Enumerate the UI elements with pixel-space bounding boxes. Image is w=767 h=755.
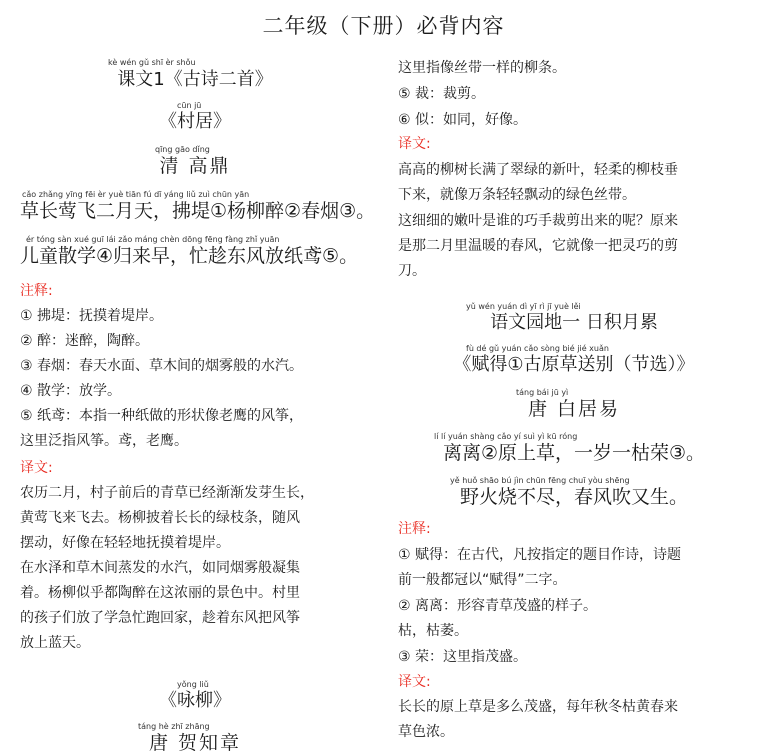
note-line: 这里泛指风筝。鸢，老鹰。 bbox=[20, 433, 188, 449]
translation-line: 长长的原上草是多么茂盛，每年秋冬枯黄春来 bbox=[398, 699, 678, 715]
translation-label: 译文: bbox=[20, 460, 53, 476]
translation-line: 在水泽和草木间蒸发的水汽，如同烟雾般凝集 bbox=[20, 560, 300, 576]
poem1-title-pinyin: cūn jū bbox=[177, 101, 202, 110]
note-line: ⑤ 裁：裁剪。 bbox=[398, 86, 486, 102]
poem-author: 唐 白居易 bbox=[527, 398, 621, 420]
lesson-pinyin: kè wén gǔ shī èr shǒu bbox=[108, 58, 196, 67]
translation-label: 译文: bbox=[398, 136, 431, 152]
poem1-author-pinyin: qīng gāo dǐng bbox=[155, 145, 210, 154]
note-line: ① 拂堤：抚摸着堤岸。 bbox=[20, 308, 164, 324]
translation-line: 高高的柳树长满了翠绿的新叶，轻柔的柳枝垂 bbox=[398, 162, 678, 178]
section-title: 语文园地一 日积月累 bbox=[490, 312, 658, 333]
note-line: ② 离离：形容青草茂盛的样子。 bbox=[398, 598, 598, 614]
poem1-line2: 儿童散学④归来早，忙趁东风放纸鸢⑤。 bbox=[20, 245, 359, 267]
poem-title-pinyin: fù dé gǔ yuán cǎo sòng bié jié xuǎn bbox=[466, 344, 609, 353]
note-line: ① 赋得：在古代，凡按指定的题目作诗，诗题 bbox=[398, 547, 681, 563]
note-line: ⑤ 纸鸢：本指一种纸做的形状像老鹰的风筝， bbox=[20, 408, 303, 424]
poem1-line1-pinyin: cǎo zhǎng yīng fēi èr yuè tiān fú dī yáng liǔ zuì chūn yān bbox=[22, 190, 250, 199]
lesson-title: 课文1《古诗二首》 bbox=[117, 69, 273, 90]
poem1-line1: 草长莺飞二月天，拂堤①杨柳醉②春烟③。 bbox=[20, 200, 376, 222]
notes-label: 注释: bbox=[20, 283, 53, 299]
note-line: ③ 春烟：春天水面、草木间的烟雾般的水汽。 bbox=[20, 358, 303, 374]
poem-line2-pinyin: yě huǒ shāo bú jìn chūn fēng chuī yòu shēng bbox=[450, 476, 630, 485]
poem1-title: 《村居》 bbox=[159, 111, 231, 132]
poem-line1: 离离②原上草，一岁一枯荣③。 bbox=[442, 442, 706, 464]
continued-line: 这里指像丝带一样的柳条。 bbox=[398, 60, 566, 76]
note-line: ④ 散学：放学。 bbox=[20, 383, 122, 399]
translation-line: 放上蓝天。 bbox=[20, 635, 90, 651]
poem2-author-pinyin: táng hè zhī zhāng bbox=[138, 722, 210, 731]
translation-line: 是那二月里温暖的春风，它就像一把灵巧的剪 bbox=[398, 238, 678, 254]
note-line: ② 醉：迷醉，陶醉。 bbox=[20, 333, 150, 349]
poem1-line2-pinyin: ér tóng sàn xué guī lái zǎo máng chèn dōng fēng fàng zhǐ yuān bbox=[26, 235, 280, 244]
translation-line: 刀。 bbox=[398, 263, 426, 279]
poem-title: 《赋得①古原草送别（节选）》 bbox=[453, 354, 695, 375]
note-line: 前一般都冠以“赋得”二字。 bbox=[398, 572, 567, 588]
section-pinyin: yǔ wén yuán dì yī rì jī yuè lěi bbox=[466, 302, 581, 311]
translation-label: 译文: bbox=[398, 674, 431, 690]
translation-line: 草色浓。 bbox=[398, 724, 454, 740]
notes-label: 注释: bbox=[398, 521, 431, 537]
translation-line: 黄莺飞来飞去。杨柳披着长长的绿枝条，随风 bbox=[20, 510, 300, 526]
poem1-author: 清 高鼎 bbox=[159, 155, 231, 177]
poem2-title-pinyin: yǒng liǔ bbox=[177, 680, 209, 689]
translation-line: 摆动，好像在轻轻地抚摸着堤岸。 bbox=[20, 535, 230, 551]
translation-line: 下来，就像万条轻轻飘动的绿色丝带。 bbox=[398, 187, 636, 203]
translation-line: 这细细的嫩叶是谁的巧手裁剪出来的呢？原来 bbox=[398, 213, 678, 229]
poem2-author: 唐 贺知章 bbox=[148, 732, 242, 754]
page-title: 二年级（下册）必背内容 bbox=[262, 14, 505, 38]
poem-line1-pinyin: lí lí yuán shàng cǎo yí suì yì kū róng bbox=[434, 432, 578, 441]
translation-line: 农历二月，村子前后的青草已经渐渐发芽生长， bbox=[20, 485, 314, 501]
poem-author-pinyin: táng bái jū yì bbox=[516, 388, 569, 397]
translation-line: 的孩子们放了学急忙跑回家，趁着东风把风筝 bbox=[20, 610, 300, 626]
translation-line: 着。杨柳似乎都陶醉在这浓丽的景色中。村里 bbox=[20, 585, 300, 601]
note-line: 枯，枯萎。 bbox=[398, 623, 468, 639]
note-line: ⑥ 似：如同，好像。 bbox=[398, 112, 528, 128]
note-line: ③ 荣：这里指茂盛。 bbox=[398, 649, 528, 665]
poem-line2: 野火烧不尽，春风吹又生。 bbox=[459, 486, 688, 508]
poem2-title: 《咏柳》 bbox=[159, 690, 231, 711]
